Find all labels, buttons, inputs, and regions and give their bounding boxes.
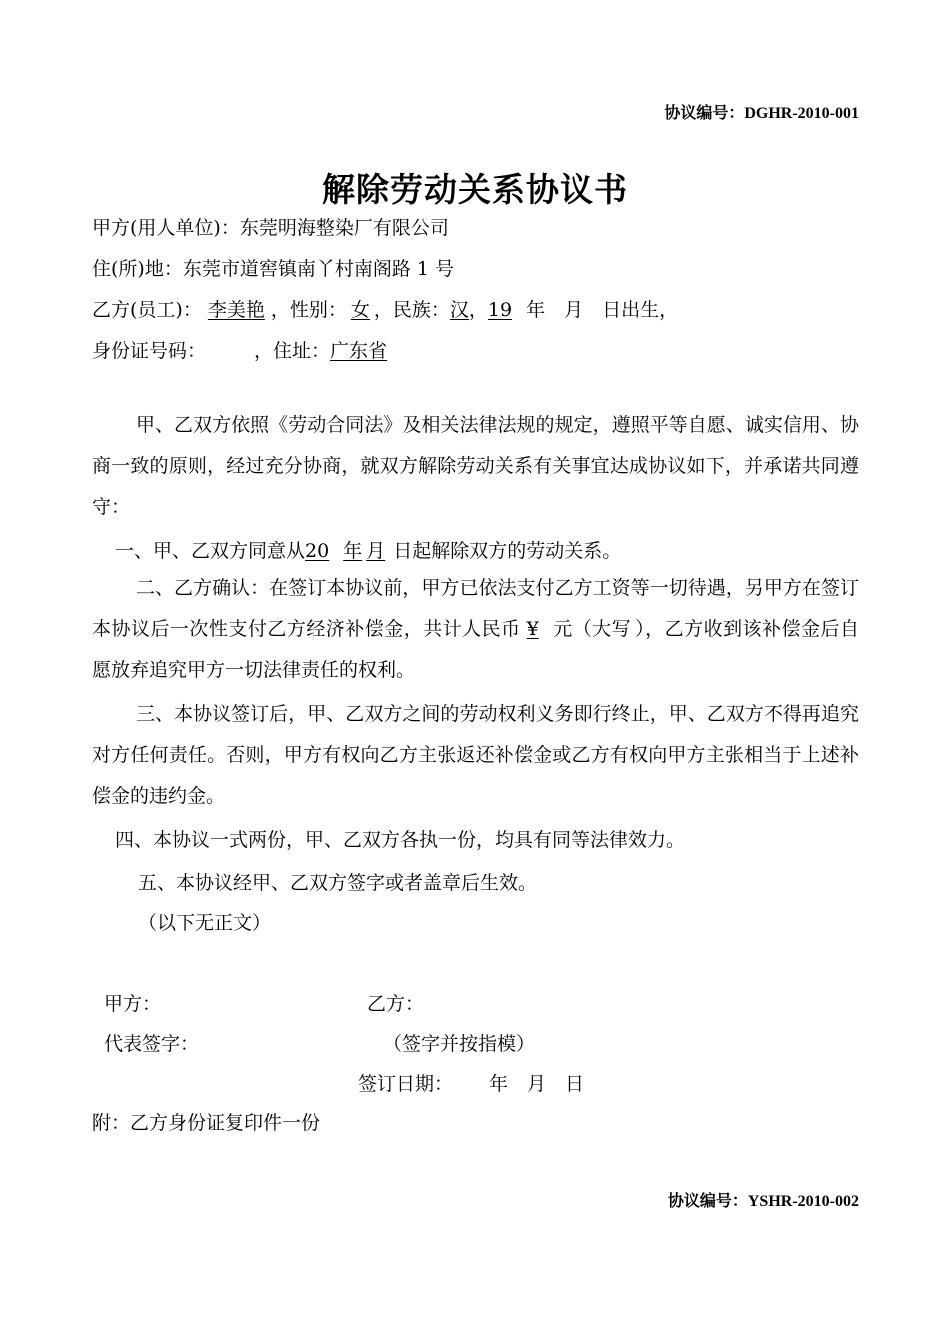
attachment-note: 附：乙方身份证复印件一份 bbox=[92, 1112, 321, 1134]
clause-1-year: 20 bbox=[305, 540, 330, 562]
clause-1 bbox=[115, 536, 621, 563]
clause-2-text-a: 二、乙方确认：在签订本协议前，甲方已依法支付乙方工资等一切待遇，另甲方在签订本协议后一次性支付乙方经济补偿金，共计人民币 bbox=[92, 577, 859, 640]
address-label: 住(所)地： bbox=[92, 258, 183, 280]
id-label: 身份证号码： bbox=[92, 340, 207, 362]
doc-number-bottom: 协议编号：YSHR-2010-002 bbox=[667, 1193, 859, 1210]
ethnicity-value: 汉 bbox=[449, 299, 469, 321]
doc-number-top: 协议编号：DGHR-2010-001 bbox=[664, 105, 859, 122]
address-value: 东莞市道窖镇南丫村南阁路 1 号 bbox=[182, 258, 454, 280]
signing-date-label: 签订日期： bbox=[358, 1073, 454, 1095]
representative-signature-label: 代表签字： bbox=[104, 1033, 200, 1055]
clause-1-year-suffix: 年 bbox=[343, 540, 363, 562]
clause-1-rest: 日起解除双方的劳动关系。 bbox=[393, 540, 622, 562]
party-a-name: 东莞明海整染厂有限公司 bbox=[239, 217, 449, 239]
separator: ， bbox=[468, 299, 488, 321]
clause-2-currency: ¥ bbox=[526, 618, 539, 640]
party-b-label: 乙方(员工)： bbox=[92, 299, 202, 321]
id-line bbox=[92, 336, 387, 363]
clause-2-text-b: 元（大写 bbox=[552, 618, 632, 640]
clause-2-text-c: ），乙方收到该补偿金后自愿放弃追究甲方一切法律责任的权利。 bbox=[92, 618, 859, 681]
party-b-line bbox=[92, 295, 678, 322]
page-title: 解除劳动关系协议书 bbox=[322, 170, 628, 209]
clause-1-prefix: 一、甲、乙双方同意从 bbox=[115, 540, 306, 562]
birth-suffix: 年 月 日出生， bbox=[526, 299, 679, 321]
clause-3: 三、本协议签订后，甲、乙双方之间的劳动权利义务即行终止，甲、乙双方不得再追究对方任何责任。否则，甲方有权向乙方主张返还补偿金或乙方有权向甲方主张相当于上述补偿金的违约金。 bbox=[92, 703, 859, 807]
party-b-name: 李美艳 bbox=[207, 299, 265, 321]
birth-year: 19 bbox=[487, 299, 513, 321]
address-line bbox=[92, 254, 454, 281]
fingerprint-note: （签字并按指模） bbox=[383, 1033, 536, 1055]
intro-paragraph: 甲、乙双方依照《劳动合同法》及相关法律法规的规定，遵照平等自愿、诚实信用、协商一致的原则，经过充分协商，就双方解除劳动关系有关事宜达成协议如下，并承诺共同遵守： bbox=[92, 414, 859, 518]
signing-date-value: 年 月 日 bbox=[489, 1073, 585, 1095]
residence-value: 广东省 bbox=[330, 340, 388, 362]
ethnicity-label: ，民族： bbox=[373, 299, 450, 321]
gender-value: 女 bbox=[350, 299, 370, 321]
signature-party-b-label: 乙方： bbox=[367, 993, 425, 1015]
no-more-text: （以下无正文） bbox=[138, 912, 272, 934]
clause-1-month-suffix: 月 bbox=[366, 540, 386, 562]
party-a-line bbox=[92, 213, 449, 240]
signature-party-a-label: 甲方： bbox=[104, 993, 162, 1015]
residence-label: ，住址： bbox=[254, 340, 331, 362]
clause-4: 四、本协议一式两份，甲、乙双方各执一份，均具有同等法律效力。 bbox=[115, 829, 686, 851]
signing-date bbox=[358, 1069, 584, 1096]
clause-5: 五、本协议经甲、乙双方签字或者盖章后生效。 bbox=[138, 872, 538, 894]
party-a-label: 甲方(用人单位)： bbox=[92, 217, 240, 239]
gender-label: ，性别： bbox=[270, 299, 347, 321]
clause-2 bbox=[92, 568, 859, 691]
